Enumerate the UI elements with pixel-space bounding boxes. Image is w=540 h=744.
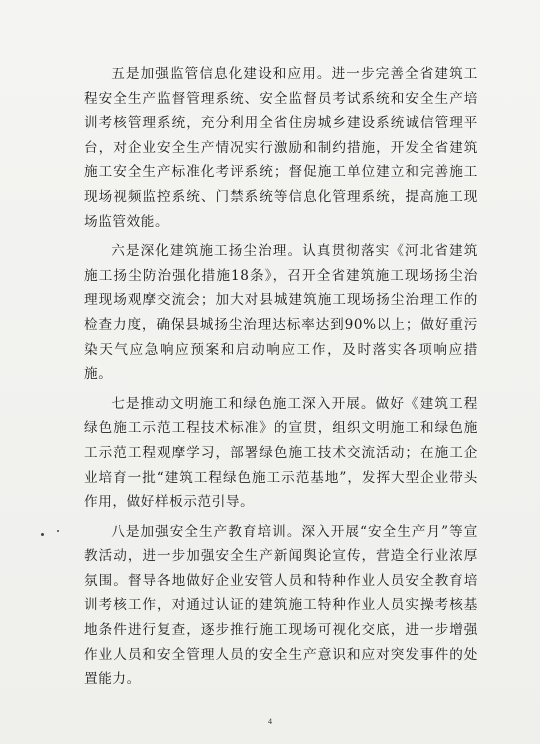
paragraph-7-lead: 七是推动文明施工和绿色施工深入开展。 bbox=[111, 395, 376, 412]
paragraph-6-body: 认真贯彻落实《河北省建筑施工扬尘防治强化措施18条》，召开全省建筑施工现场扬尘治理现场观摩交流会；加大对县城建筑施工现场扬尘治理工作的检查力度，确保县城扬尘治理达标率达到90%以上；做好重污染天气应急响应预案和启动响应工作，及时落实各项响应措施。 bbox=[84, 243, 478, 383]
document-body bbox=[84, 62, 478, 697]
paragraph-8 bbox=[84, 520, 478, 692]
paragraph-5-lead: 五是加强监管信息化建设和应用。 bbox=[111, 66, 332, 82]
paragraph-8-body: 深入开展“安全生产月”等宣教活动，进一步加强安全生产新闻舆论宣传，营造全行业浓厚氛围。督导各地做好企业安管人员和特种作业人员安全教育培训考核工作，对通过认证的建筑施工特种作业人员实操考核基地条件进行复查，逐步推行施工现场可视化交底，进一步增强作业人员和安全管理人员的安全生产意识和应对突发事件的处置能力。 bbox=[84, 523, 478, 688]
scan-speck bbox=[41, 533, 44, 536]
scan-speck bbox=[57, 530, 59, 532]
paragraph-7 bbox=[84, 392, 478, 515]
paragraph-5-body: 进一步完善全省建筑工程安全生产监督管理系统、安全监督员考试系统和安全生产培训考核管理系统，充分利用全省住房城乡建设系统诚信管理平台，对企业安全生产情况实行激励和制约措施，开发全省建筑施工安全生产标准化考评系统；督促施工单位建立和完善施工现场视频监控系统、门禁系统等信息化管理系统，提高施工现场监管效能。 bbox=[84, 66, 479, 230]
paragraph-5 bbox=[84, 62, 478, 234]
paragraph-7-body: 做好《建筑工程绿色施工示范工程技术标准》的宣贯，组织文明施工和绿色施工示范工程观摩学习，部署绿色施工技术交流活动；在施工企业培育一批“建筑工程绿色施工示范基地”，发挥大型企业带头作用，做好样板示范引导。 bbox=[84, 395, 478, 511]
paragraph-6-lead: 六是深化建筑施工扬尘治理。 bbox=[111, 243, 303, 260]
paragraph-8-lead: 八是加强安全生产教育培训。 bbox=[111, 523, 302, 540]
paragraph-6 bbox=[84, 239, 478, 387]
page-number: 4 bbox=[268, 717, 272, 726]
